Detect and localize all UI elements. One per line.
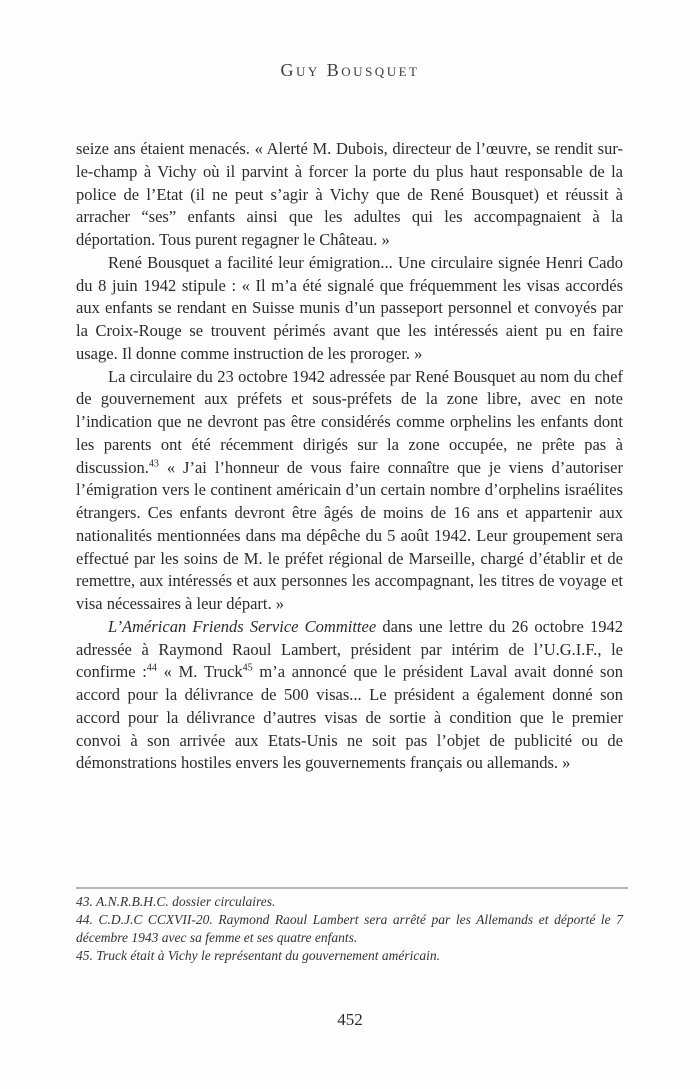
footnote: 45. Truck était à Vichy le représentant du gouvernement américain.: [76, 948, 441, 963]
body-paragraph: [76, 366, 623, 616]
footnote: 44. C.D.J.C CCXVII-20. Raymond Raoul Lambert sera arrêté par les Allemands et déporté le 7 décembre 1943 avec sa femme et ses quatre enfants.: [76, 912, 623, 945]
body-text-run: « J’ai l’honneur de vous faire connaître que je viens d’autoriser l’émigration vers le continent américain d’un certain nombre d’orphelins israélites étrangers. Ces enfants devront être âgés de moins de 16 ans et appartenir aux nationalités mentionnées dans ma dépêche du 5 août 1942. Leur groupement sera effectué par les soins de M. le préfet régional de Marseille, chargé d’établir et de remettre, aux intéressés et aux personnes les accompagnant, les titres de voyage et visa nécessaires à leur départ. »: [76, 457, 623, 613]
footnote: 43. A.N.R.B.H.C. dossier circulaires.: [76, 894, 276, 909]
page-number: 452: [337, 1010, 363, 1029]
body-text-run: dans une lettre du 26 octobre 1942 adressée à Raymond Raoul Lambert, président par intérim de l’U.G.I.F., le confirme :: [76, 616, 623, 682]
footnotes-block: [76, 893, 623, 965]
body-text-run: « M. Truck: [156, 662, 243, 682]
footnote-reference: 44: [146, 662, 157, 674]
body-text-run: René Bousquet a facilité leur émigration... Une circulaire signée Henri Cado du 8 juin 1942 stipule : « Il m’a été signalé que fréquemment les visas accordés aux enfants se rendant en Suisse munis d’un passeport personnel et convoyés par la Croix-Rouge se trouvent périmés avant que les intéressés aient pu en faire usage. Il donne comme instruction de les proroger. »: [76, 252, 623, 363]
footnote-reference: 43: [148, 458, 159, 469]
body-text-run: m’a annoncé que le président Laval avait donné son accord pour la délivrance de 500 visas... Le président a également donné son accord pour la délivrance d’autres visas de sortie à condition que le premier convoi à son arrivée aux Etats-Unis ne soit pas l’objet de publicité ou de démonstrations hostiles envers les gouvernements français ou allemands. »: [76, 662, 623, 773]
italic-citation: L’Américan Friends Service Committee: [108, 616, 377, 636]
footnote-reference: 45: [242, 662, 253, 674]
footnote-separator: [76, 887, 628, 889]
page-body: [76, 138, 623, 854]
body-paragraph: [76, 138, 623, 252]
body-text-run: seize ans étaient menacés. « Alerté M. Dubois, directeur de l’œuvre, se rendit sur-le-champ à Vichy où il parvint à forcer la porte du plus haut responsable de la police de l’Etat (il ne peut s’agir à Vichy que de René Bousquet) et réussit à arracher “ses” enfants ainsi que les adultes qui les accompagnaient à la déportation. Tous purent regagner le Château. »: [76, 139, 623, 249]
body-paragraph: [76, 616, 623, 775]
running-header: Guy Bousquet: [280, 60, 420, 80]
body-text-run: La circulaire du 23 octobre 1942 adressée par René Bousquet au nom du chef de gouvernement aux préfets et sous-préfets de la zone libre, avec en note l’indication que ne devront pas être considérés comme orphelins les enfants dont les parents ont été récemment dirigés sur la zone occupée, ne prête pas à discussion.: [76, 366, 623, 477]
body-paragraph: [76, 252, 623, 366]
